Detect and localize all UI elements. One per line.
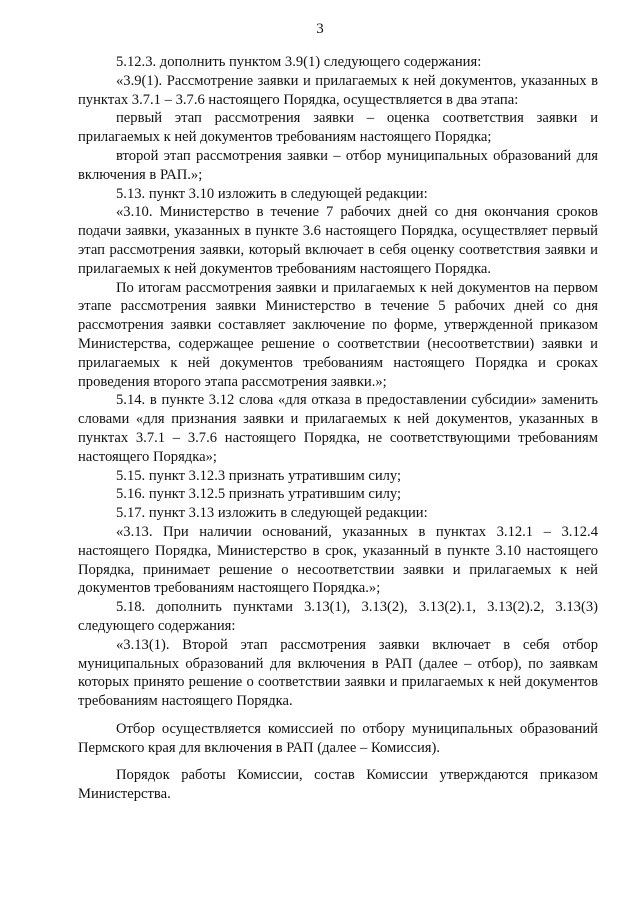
paragraph-5-15: 5.15. пункт 3.12.3 признать утратившим силу; [116, 467, 402, 484]
paragraph-5-16: 5.16. пункт 3.12.5 признать утратившим силу; [116, 486, 402, 503]
paragraph-3-9-1: «3.9(1). Рассмотрение заявки и прилагаемых к ней документов, указанных в пунктах 3.7.1 – 3.7.6 настоящего Порядка, осуществляется в два этапа: [78, 72, 598, 108]
paragraph-5-13: 5.13. пункт 3.10 изложить в следующей редакции: [116, 185, 428, 202]
paragraph-3-13-1: «3.13(1). Второй этап рассмотрения заявки включает в себя отбор муниципальных образований для включения в РАП (далее – отбор), по заявкам которых принято решение о соответствии заявки и прилагаемых к ней документов требованиям настоящего Порядка. [78, 636, 598, 710]
paragraph-3-10: «3.10. Министерство в течение 7 рабочих дней со дня окончания сроков подачи заявки, указанных в пункте 3.6 настоящего Порядка, осуществляет первый этап рассмотрения заявки, который включает в себя оценку соответствия заявки и прилагаемых к ней документов требованиям настоящего Порядка. [78, 204, 598, 277]
paragraph-review-results: По итогам рассмотрения заявки и прилагаемых к ней документов на первом этапе рассмотрения заявки Министерство в течение 5 рабочих дней со дня рассмотрения заявки составляет заключение по форме, утвержденной приказом Министерства, содержащее решение о соответствии (несоответствии) заявки и прилагаемых к ней документов требованиям настоящего Порядка и сроках проведения второго этапа рассмотрения заявки.»; [78, 279, 598, 390]
page-number: 3 [316, 21, 324, 37]
paragraph-5-12-3: 5.12.3. дополнить пунктом 3.9(1) следующего содержания: [116, 54, 482, 70]
paragraph-second-stage: второй этап рассмотрения заявки – отбор муниципальных образований для включения в РАП.»; [78, 147, 598, 183]
paragraph-commission-procedure: Порядок работы Комиссии, состав Комиссии утверждаются приказом Министерства. [78, 767, 598, 803]
paragraph-commission: Отбор осуществляется комиссией по отбору муниципальных образований Пермского края для включения в РАП (далее – Комиссия). [78, 720, 598, 756]
paragraph-5-17: 5.17. пункт 3.13 изложить в следующей редакции: [116, 505, 428, 522]
paragraph-5-18: 5.18. дополнить пунктами 3.13(1), 3.13(2), 3.13(2).1, 3.13(2).2, 3.13(3) следующего содержания: [78, 599, 598, 634]
paragraph-3-13: «3.13. При наличии оснований, указанных в пунктах 3.12.1 – 3.12.4 настоящего Порядка, Министерство в срок, указанный в пункте 3.10 настоящего Порядка, принимает решение о несоответствии заявки и прилагаемых к ней документов требованиям настоящего Порядка.»; [78, 523, 598, 597]
document-body [78, 53, 598, 804]
paragraph-first-stage: первый этап рассмотрения заявки – оценка соответствия заявки и прилагаемых к ней документов требованиям настоящего Порядка; [78, 110, 598, 146]
paragraph-5-14: 5.14. в пункте 3.12 слова «для отказа в предоставлении субсидии» заменить словами «для признания заявки и прилагаемых к ней документов, указанных в пунктах 3.7.1 – 3.7.6 настоящего Порядка, не соответствующими требованиям настоящего Порядка»; [78, 392, 598, 465]
